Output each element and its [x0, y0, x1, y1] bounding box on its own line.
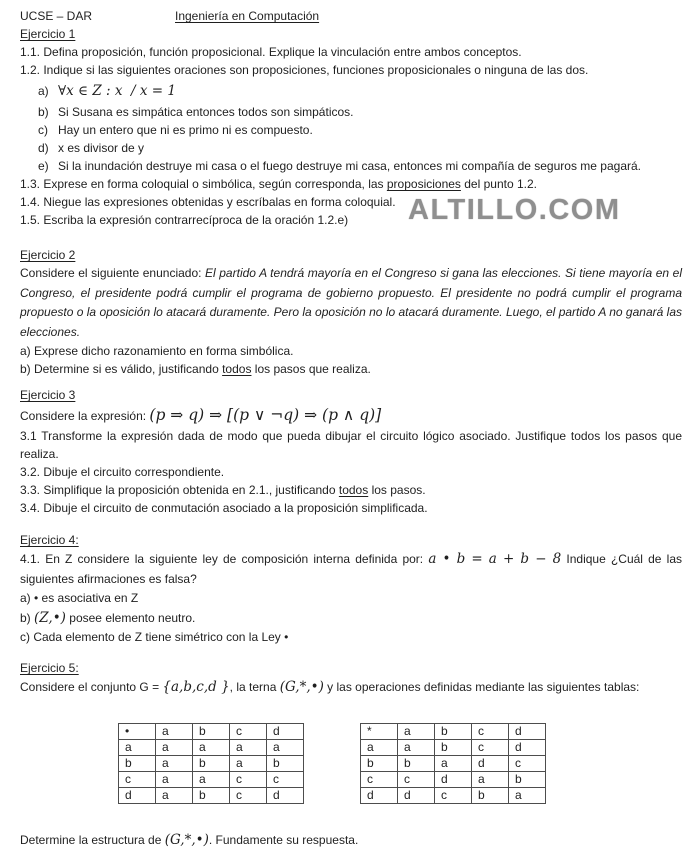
table-cell: b	[435, 740, 472, 756]
list-item-text: Hay un entero que ni es primo ni es compuesto.	[58, 123, 313, 137]
table-cell: d	[472, 756, 509, 772]
ejercicio-2	[20, 246, 682, 378]
list-item-label: c)	[38, 123, 48, 137]
item-4-1: 4.1. En Z considere la siguiente ley de composición interna definida por: a • b = a + b − 8 Indique ¿Cuál de las siguientes afirmaciones es falsa?	[20, 551, 682, 586]
table-cell: c	[361, 772, 398, 788]
list-item-b	[20, 103, 682, 121]
operation-table-dot	[118, 723, 304, 804]
statement-italic: El partido A tendrá mayoría en el Congreso si gana las elecciones. Si tiene mayoría en el Congreso, el presidente podrá cumplir el programa de gobierno propuesto. El presidente no podrá cumplir el programa propuesto o la oposición lo atacará duramente. Pero la oposición no lo atacará duramente. Luego, el partido A no ganará las elecciones.	[20, 266, 683, 339]
ejercicio-5-heading: Ejercicio 5:	[20, 661, 79, 675]
item-1-1: 1.1. Defina proposición, función proposicional. Explique la vinculación entre ambos conceptos.	[20, 45, 522, 59]
table-cell: a	[472, 772, 509, 788]
math-expression: ∀x ∈ Z : x / x = 1	[58, 83, 176, 99]
table-cell: b	[267, 756, 304, 772]
table-cell: a	[156, 756, 193, 772]
underlined-word: todos	[338, 483, 369, 497]
table-cell: a	[156, 724, 193, 740]
underlined-word: todos	[222, 362, 252, 376]
list-item-a	[20, 79, 682, 103]
math-expression: (p ⇒ q) ⇒ [(p ∨ ¬q) ⇒ (p ∧ q)]	[149, 406, 382, 424]
table-cell: a	[398, 724, 435, 740]
table-cell: b	[119, 756, 156, 772]
list-item-label: e)	[38, 159, 49, 173]
table-cell: c	[435, 788, 472, 804]
table-cell: a	[509, 788, 546, 804]
final-question: Determine la estructura de (G,*,•). Fundamente su respuesta.	[20, 832, 359, 848]
table-cell: c	[398, 772, 435, 788]
list-item-label: b)	[38, 105, 49, 119]
table-cell: c	[472, 740, 509, 756]
math-expression: (Z,•)	[34, 610, 66, 626]
item-3-3: 3.3. Simplifique la proposición obtenida en 2.1., justificando todos los pasos.	[20, 483, 426, 497]
table-cell: a	[361, 740, 398, 756]
ejercicio-2-heading: Ejercicio 2	[20, 248, 76, 262]
expression-line: Considere la expresión: (p ⇒ q) ⇒ [(p ∨ ¬q) ⇒ (p ∧ q)]	[20, 406, 382, 424]
operation-table-star	[360, 723, 546, 804]
table-cell: a	[193, 740, 230, 756]
table-cell: a	[230, 740, 267, 756]
item-1-5: 1.5. Escriba la expresión contrarrecíproca de la oración 1.2.e)	[20, 213, 349, 227]
list-item-d	[20, 139, 682, 157]
table-cell: b	[193, 756, 230, 772]
table-cell: c	[230, 772, 267, 788]
math-set: {a,b,c,d }	[162, 679, 230, 695]
statement-intro: Considere el siguiente enunciado:	[20, 266, 206, 280]
ejercicio-3-heading: Ejercicio 3	[20, 388, 76, 402]
ejercicio-4-heading: Ejercicio 4:	[20, 533, 79, 547]
table-cell: d	[267, 788, 304, 804]
table-cell: c	[509, 756, 546, 772]
underlined-word: proposiciones	[386, 177, 461, 191]
table-cell: a	[156, 788, 193, 804]
table-cell: a	[435, 756, 472, 772]
item-4-a: a) • es asociativa en Z	[20, 591, 139, 605]
item-3-4: 3.4. Dibuje el circuito de conmutación asociado a la proposición simplificada.	[20, 501, 428, 515]
table-cell: b	[509, 772, 546, 788]
table-cell: a	[156, 740, 193, 756]
ejercicio-3	[20, 386, 682, 517]
table-cell: c	[230, 788, 267, 804]
list-item-e	[20, 157, 682, 175]
list-item-text: Si Susana es simpática entonces todos son simpáticos.	[58, 105, 354, 119]
table-cell: c	[267, 772, 304, 788]
altillo-watermark: ALTILLO.COM	[408, 194, 621, 226]
list-item-label: d)	[38, 141, 49, 155]
table-cell: a	[398, 740, 435, 756]
table-cell: c	[230, 724, 267, 740]
table-cell: b	[398, 756, 435, 772]
course-title: Ingeniería en Computación	[175, 9, 320, 23]
item-1-2: 1.2. Indique si las siguientes oraciones son proposiciones, funciones proposicionales o ninguna de las dos.	[20, 63, 589, 77]
ejercicio-5-intro: Considere el conjunto G = {a,b,c,d }, la terna (G,*,•) y las operaciones definidas mediante las siguientes tablas:	[20, 679, 640, 695]
table-cell: d	[509, 724, 546, 740]
table-cell: d	[267, 724, 304, 740]
item-2-a: a) Exprese dicho razonamiento en forma simbólica.	[20, 344, 294, 358]
institution-label: UCSE – DAR	[20, 9, 93, 23]
table-cell: b	[361, 756, 398, 772]
math-terna: (G,*,•)	[279, 679, 324, 695]
item-2-b: b) Determine si es válido, justificando todos los pasos que realiza.	[20, 362, 371, 376]
list-item-c	[20, 121, 682, 139]
table-cell: c	[472, 724, 509, 740]
math-expression: a • b = a + b − 8	[428, 551, 562, 567]
table-cell: a	[230, 756, 267, 772]
table-cell: a	[267, 740, 304, 756]
list-item-text: x es divisor de y	[58, 141, 145, 155]
table-cell: a	[119, 740, 156, 756]
item-1-3: 1.3. Exprese en forma coloquial o simbólica, según corresponda, las proposiciones del punto 1.2.	[20, 177, 537, 191]
item-4-b: b) (Z,•) posee elemento neutro.	[20, 610, 196, 626]
ejercicio-2-statement	[20, 264, 682, 342]
table-cell: b	[193, 724, 230, 740]
item-1-4: 1.4. Niegue las expresiones obtenidas y escríbalas en forma coloquial.	[20, 195, 396, 209]
table-cell: a	[193, 772, 230, 788]
table-cell: d	[509, 740, 546, 756]
table-cell: c	[119, 772, 156, 788]
table-cell: d	[398, 788, 435, 804]
operation-tables	[118, 723, 682, 804]
ejercicio-1-heading: Ejercicio 1	[20, 27, 76, 41]
item-3-2: 3.2. Dibuje el circuito correspondiente.	[20, 465, 225, 479]
document-header	[20, 7, 682, 25]
table-cell: b	[193, 788, 230, 804]
ejercicio-5	[20, 659, 682, 850]
ejercicio-4	[20, 531, 682, 647]
item-4-c: c) Cada elemento de Z tiene simétrico con la Ley •	[20, 630, 289, 644]
table-cell: •	[119, 724, 156, 740]
table-cell: b	[472, 788, 509, 804]
item-3-1: 3.1 Transforme la expresión dada de modo que pueda dibujar el circuito lógico asociado. Justifique todos los pasos que realiza.	[20, 429, 682, 461]
table-cell: a	[156, 772, 193, 788]
table-cell: b	[435, 724, 472, 740]
list-item-text: Si la inundación destruye mi casa o el fuego destruye mi casa, entonces mi compañía de seguros me pagará.	[58, 159, 641, 173]
table-cell: d	[119, 788, 156, 804]
math-terna: (G,*,•)	[164, 832, 209, 848]
table-cell: d	[435, 772, 472, 788]
table-cell: *	[361, 724, 398, 740]
table-cell: d	[361, 788, 398, 804]
list-item-label: a)	[38, 84, 49, 98]
